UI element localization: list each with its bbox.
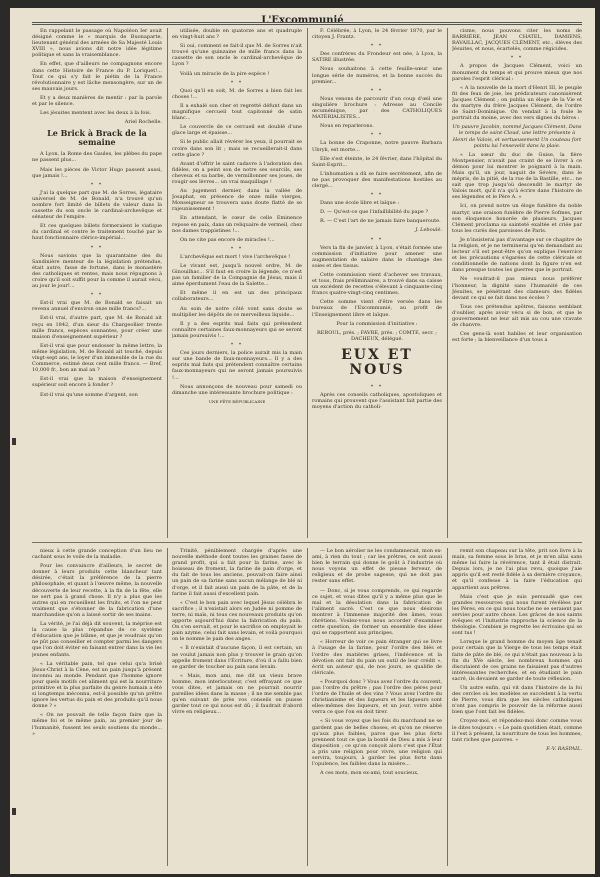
column-2-upper: utilisée, double en quatorze ans et quadruple en vingt-huit ans ? Si oui, comment se fait-il que M. de Sorres n'ait trouvé qu'une quinzaine de mille francs dans la cassette de son oncle le cardinal-archevêque de Lyon ? Voilà un miracle de la pire espèce ! * * Quoi qu'il en soit, M. de Sorres a bien fait les choses !... Il a exhalé son cher et regretté défunt dans un magnifique cercueil tout capitonné de satin blanc... Le couvercle de ce cercueil est doublé d'une glace large et épaisse... Si le public allait révérer les yeux, il pourrait se croire dans son lit ; mais se recueillerait-il dans cette glace ? Avant d'offrir le saint cadavre à l'adoration des fidèles, on a peint son de notre ses sourcils, ses cheveux et sa barbe, de vermillonner ses joues, de rougir ses lèvres... un vrai maquillage ! Au jugement dernier, dans la vallée de Josaphat, en présence de onze mille vierges, Monseigneur se trouvera sans doute flatté de se rajeunissement ! En attendant, le cœur de celle Eminence repose en paix, dans un reliquaire de vermeil, chez nos dames trappistines !... On ne cite pas encore de miracles !... * * L'archevêque est mort ! vive l'archevêque ! Le vivant est, jusqu'à nouvel ordre, M. de Ginouilhac... S'il faut en croire la légende, ce n'est pas un familier de la Compagnie de Jésus, mais il aime éperdument l'eau de la Salette... Et même il en est un des principaux collaborateurs... Au soin de notre côté vont sans doute se multiplier les dépôts de ce merveilleux liquide... Il y a des esprits mal faits qui prétendent connaître certaines faux-monnayeurs qui se seront jamais poursuivis !... * * Ces jours derniers, la police aurait mis la main sur une bande de faux-monnayeurs... Il y a des esprits mal faits qui prétendent connaître certains faux-monnayeurs qui ne seront jamais poursuivis !... Nous annonçons de nouveau pour samedi ou dimanche une intéressante brochure politique : UNE FÊTE RÉPUBLICAINE <box>172 28 302 404</box>
header-rule <box>32 22 582 23</box>
signature-raspail: F.-V. RASPAIL. <box>546 745 582 752</box>
brochure-caption: UNE FÊTE RÉPUBLICAINE <box>208 398 266 404</box>
page-header <box>10 8 595 26</box>
column-divider <box>167 548 168 866</box>
column-3-lower: — Le bon aérolier ne les condamnerait, mon ex-ami, à rien du tout ; car les prêtres, ce soit aussi bien le terrain qui donne le goût à l'industrie où nous voyons un effet de pieuse ferveur, de religieux et de probe sagesse, qui ne doit pas rester sans effet. — Donc, si je vous comprends, ce qui regarde ce sujet, et vous dites qu'il y a même plus que le mal et la désolation dans la fabrication de l'aliment sacré. C'est ce que nous désirons montrer à l'immense majorité des âmes, vous chrétiens. Voulez-vous nous accorder d'examiner cette question, de former un ensemble des idées qui se rapportent aux principes. « Horreur de voir ce pain étranger qui se livre à l'usage de la farine, pour l'ordre des blés et l'ordre des matières grises, l'indécence et la dévotion ont fait du pain un outil de leur crédit », écrit un auteur qui, de nos jours, se qualifie de cléricale. « Pourquoi donc ? Vous avez l'ordre du couvent, pas l'ordre du prêtre ; pas l'ordre des pères pour l'ordre de l'huile et des vins ? Vous avez l'ordre du christianisme et des liqueurs et les liqueurs sont elles-mêmes des liqueurs, et un jour, votre abbé verra ce que l'on en doit tirer. « Si vous voyez que les fois du marchand ne se gardent pas de belles choses, et qu'on ne réserve qu'aux plus faibles, parce que les plus forts prennent tout ce que la bonté de Dieu a mis à leur disposition ; ce qu'on conçoit alors c'est que l'État a pris une religion pour vivre, une religion qui servira, toujours, à garder les plus forts dans l'opulence, les faibles dans la misère... A ces mots, mon ex-ami, tout soucieux, <box>312 548 442 777</box>
column-2-lower: Trinité, péniblement chargée d'après une nouvelle méthode dont toutes les graines fasse de grand profit, qui a fait pour la farine, avec le boisseau de froment, la farine de pain d'orge, et du fait de tous les anciens, pouvait-on faire ainsi un pain de sa farine sans aucun mélange de blé ni d'orge, et il fait aussi un pain de la pâte, et de la farine il fait aussi d'excellent pain. « C'est le bon pain avec lequel Jésus célébra le sacrifice ; il n'existait alors en Judée ni pomme de terre, ni maïs, ni tous ces nouveaux produits qu'on apporte aujourd'hui dans la fabrication du pain. On s'en servait, et pour le sacrifice on employait le pain azyme, celui fait sans levain, et voilà pourquoi on le nomme le pain des anges. « Il n'existait d'aucune façon, il est certain, un ne voulut jamais non plus y trouver le grain qu'on appelle froment dans l'Écriture, d'où il a fallu bien se garder de toucher au pain sans levain. « Mais, mon ami, me dit un vieux brave homme, mon interlocuteur, c'est effrayant ce que vous dites, et jamais on ne pourrait nourrir pareilles idées dans la masse ; il ne me semble pas qu'en suivant de près vos conseils on puisse garder tout ce qui nous est dû ; il faudrait d'abord vivre en religieux... <box>172 548 302 716</box>
column-divider <box>307 28 308 538</box>
binding-mark <box>12 808 16 815</box>
column-1-lower: nieux à cette grande conception d'un lieu ne cachant sous le voile de la maladie. Pour les convaincre d'ailleurs, le secret de donner à leurs produits cette blancheur tant désirée, c'était la préférence de la pierre philosophale, et quant à l'œuvre même, la nouvelle découverte de leur recette, à la fin de la fête, elle ne sert pas à grand chose. Il n'y a plus que les autres qui en recueillent les fruits, et l'on ne peut vraiment que s'étonner de la fabrication d'une marchandise qu'on a laissé sortir de ses mains. La vérité, je l'ai déjà dit souvent, la méprise est la cause la plus répandue de ce système d'éducation que je blâme, et que je voudrais qu'on ne pût pas conseiller et compter parmi les dangers que l'on doit éviter en faisant entrer dans la vie les jeunes enfants. « La véritable pain, tel que celui qu'a brisé Jésus-Christ à la Cène, est un pain jusqu'à présent inconnu au monde. Pendant que l'homme ignore pour quels motifs cet aliment qui est la nourriture primitive et la plus parfaite du genre humain a été si longtemps méconnu, est-il possible qu'un prêtre ignore les vertus du pain et des produits qu'il nous donne ? » « On ne pouvait de telle façon faire que la même foi et le même pain, au premier jour de l'humanité, fussent les seuls soutiens du monde... » <box>32 548 162 737</box>
column-divider <box>307 548 308 866</box>
column-4-lower: remit son chapeau sur la tête, prit son livre à la main, sa femme sous le bras, et je m'en allai sans même lui faire la révérence, tant il était distrait. Depuis lors, je ne l'ai plus revu, quoique j'aie appris qu'il est resté fidèle à sa dernière croyance, et qu'il confesse à la faire l'éducation qui appartient aux prêtres. Mais c'est que je suis persuadé que ces grandes ressources qui nous furent révélées par les Pères, en ce qui nous touche ne se seraient pas servies pour autre chose. Les grâces de nos saints évêques et l'industrie rapproche la science de la théologie. Combien je regrette les écrivains qui se sont tus ! Lorsque le grand homme du moyen âge tenait pour certain que la Vierge de tous les temps était faite de pâte de blé, ce qui n'était pas nouveau à la fin du XVe siècle, les nombreux hommes qui discutaient de ces grains ne faisaient pas d'autres intéressantes recherches, et en étudiant le pain sacré, ils devaient se garder de toute réflexion. Un autre enfin, qui vit dans l'histoire de la foi des cercles où les modèles se succèdent à la vertu de Pierre, vous dira que les siècles catholiques n'ont pas compris le pouvoir de la réforme aussi bien que l'ont fait les fidèles. Croyez-moi, et répondez-moi donc comme vous le dites toujours : « Le pain quotidien était, comme il l'est à présent, la nourriture de tous les hommes, tant riches que pauvres. » F.-V. RASPAIL. <box>452 548 582 752</box>
column-divider <box>167 28 168 538</box>
column-divider <box>447 548 448 866</box>
newspaper-page <box>10 8 595 874</box>
lead-signature: Ariel Rochelle. <box>124 119 162 126</box>
binding-mark <box>12 438 16 445</box>
article-title-eux-et-nous: EUX ET NOUS <box>341 346 413 378</box>
section-divider <box>32 542 582 543</box>
signature-leboule: J. Leboulé. <box>415 227 442 234</box>
column-3-upper: F. Célébrée, à Lyon, le 24 février 1870, par le citoyen J. Frantz. * * Des confrères du Frondeur est née, à Lyon, la SATIRE illustrée. Nous souhaitons à cette feuille-sœur une longue série de numéros, et la bonne succès du premier... * * Nous venons de parcourir d'un coup d'œil une singulière brochure : Adresse au Concile œcuménique, par des CATHOLIQUES MATÉRIALISTES... Nous en reparlerons. * * La bonne de Craponne, notre pauvre Barbara Ubryk, est morte... Elle s'est éteinte, le 24 février, dans l'hôpital du Saint-Esprit... L'inhumation a dû se faire secrètement, afin de ne pas provoquer des manifestations hostiles au clergé... * * Dans une école libre et laïque : D. — Qu'est-ce que l'infaillibilité du pape ? R. — C'est l'art de ne jamais faire banqueroute. J. Leboulé. * * Vers la fin de janvier, à Lyon, s'était formée une commission d'initiative pour amener une augmentation de salaire dans le chantage des soies et des tissus. Cette commission vient d'achever ses travaux, et tous, frais préliminaires, a trouvé dans sa caisse un excédent de recettes s'élevant à cinquante-cinq francs quatre-vingt-cinq centimes. Cette somme vient d'être versée dans les bureaux de l'Excommunié, au profit de l'Enseignement libre et laïque. Pour la commission d'initiative : REBOUL, prés. ; FAVRE, prés. ; COMTE, secr. ; DACHEUX, délégué. EUX ET NOUS * * Après ces conseils catholiques, apostoliques et romains qui prouvent que l'assistant fait partie des moyens d'action du catholi- <box>312 28 442 411</box>
section-title-brick-a-brack: Le Brick à Brack de la semaine <box>47 128 147 148</box>
column-divider <box>447 28 448 538</box>
column-4-upper: cisme, nous pouvons citer les noms de BARRIÈRE, JEAN CHATEL, DAMIENS, RAVAILLAC, JACQUES CLÉMENT, etc., élèves des Jésuites, et nous, écartelés, comme régicides. * * A propos de Jacques Clément, voici un monument du temps et qui prouve mieux que nos paroles l'esprit clérical : « A la nouvelle de la mort d'Henri III, le peuple fit des feux de joie, les prédicateurs canonisèrent Jacques Clément ; on publia un éloge de la Vie et du martyre du frère Jacques Clément, de l'ordre de Saint-Dominique. On vendait à la foule le portrait du moine, avec des vers dignes du héros : Un pauvre Jacobin, nommé Jacques Clément, Dans le temps de saint-Cloud, une lettre présente à Henri de Valois, et vertueusement Un couteau fort pointu lui l'ensevelit dans la plaie. « La sœur du duc de Guise, la fière Montpensier, n'avait pas craint de se livrer à ce démon pour lui montrer le poignard à la main. Mais qu'il, un jour, naquit de Sévère, dans le mépris, de la pitié, de la rue de la Bastille, etc... ne sait que trop jusqu'où descendit le martyr de Valois mort, qu'il n'a qu'à écrire dans l'histoire de ses légendes et le Père A. » Ici, on prend notre un éloge funèbre du noble martyr, une oraison funèbre de Pierre Sofmes, par son éloquence honorée de plusieurs. Jacques Clément proclama sa sainteté exaltée et criée par tous les curés des paroisses de Paris. Je n'insisterai pas d'avantage sur ce chapitre de la religion, et je ne terminerai qu'en demandant au lecteur s'il est peut-être qu'on explique l'exercice et les précautions s'égarées de cette cléricale et conditionnelle de nations dont la figure n'en est dans presque toutes les guerres que le portrait. Ne voudrait-il pas mieux nous préférer l'honneur, la dignité sans l'humanité de ces Jésuites, se pénétrant des clameurs des fidèles devant ce qui se fait dans nos écoles ? Tous ces prétendus apôtres, faisons semblant d'oublier, après avoir vécu si de bon, et que le gouvernement ne leur ait mis au cou une cravate de chanvre. Ces gens-là sont habiles et leur organisation est forte ; la bienveillance d'un tous a <box>452 28 582 344</box>
header-rule-double <box>32 24 582 25</box>
column-1-upper: En rappelant le passage où Napoléon Ier avait désigné comme le « marquis de Buonaparte, lieutenant général des armées de Sa Majesté Louis XVIII », nous avions dit notre idée légitime politique et sans la vraisemblance. En effet, que d'ailleurs ne compagnons encore dans cette Histoire de France du P. Loriquet!... Tout ce qui s'y fait le piétin de la France révolutionnaire y est lâche mensongère, sur un de ses mauvais jours. Et y a deux manières de mentir : par la parole et par le silence. Les jésuites mentent avec les deux à la fois. Ariel Rochelle. Le Brick à Brack de la semaine A Lyon, la Rome des Gaules, les plèbes du pape ne passent plus... Mais les pièces de Victor Hugo passent aussi, que jamais !... * * J'ai la quelque part que M. de Sorres, légataire universel de M. de Bonald, n'a trouvé qu'un nombre fort limité de billets de valeur dans la cassette du son oncle le cardinal-archevêque et sénateur de l'empire. Et ces quelques billets formeraient le viatique du cardinal et contre le traitement touché par le haut fonctionnaire clérico-impérial... * * Nous savions que la quarantaine des du Sandinière menteur de la législation prétendue, était autre, fasse de fortune, dans le monastère des catholiques et rentes, mais nous répugnons à croire qu'il soit suffit pour la comme il aurait vécu, au jour le jour!... * * Est-il vrai que M. de Bonald se faisait un revenu annuel d'environ onze mille francs?... Est-il vrai, d'autre part, que M. de Bonald ait reçu en 1842, d'un sieur du Chargeollier trente mille francs, espèces sonnantes, pour créer une maison d'enseignement supérieur ? Est-il vrai que pour endosser la même lettre, la même législation, M. de Bonald ait touché, depuis vingt-sept ans, le loyer d'un immeuble de la rue du Commerce, estimé deux cent mille francs. — Bref, 10,000 fr., bon an mal an ? Est-il vrai que la maison d'enseignement supérieur soit encore à fonder ? Est-il vrai qu'une somme d'argent, son <box>32 28 162 398</box>
masthead-title: L'Excommunié <box>261 15 344 26</box>
